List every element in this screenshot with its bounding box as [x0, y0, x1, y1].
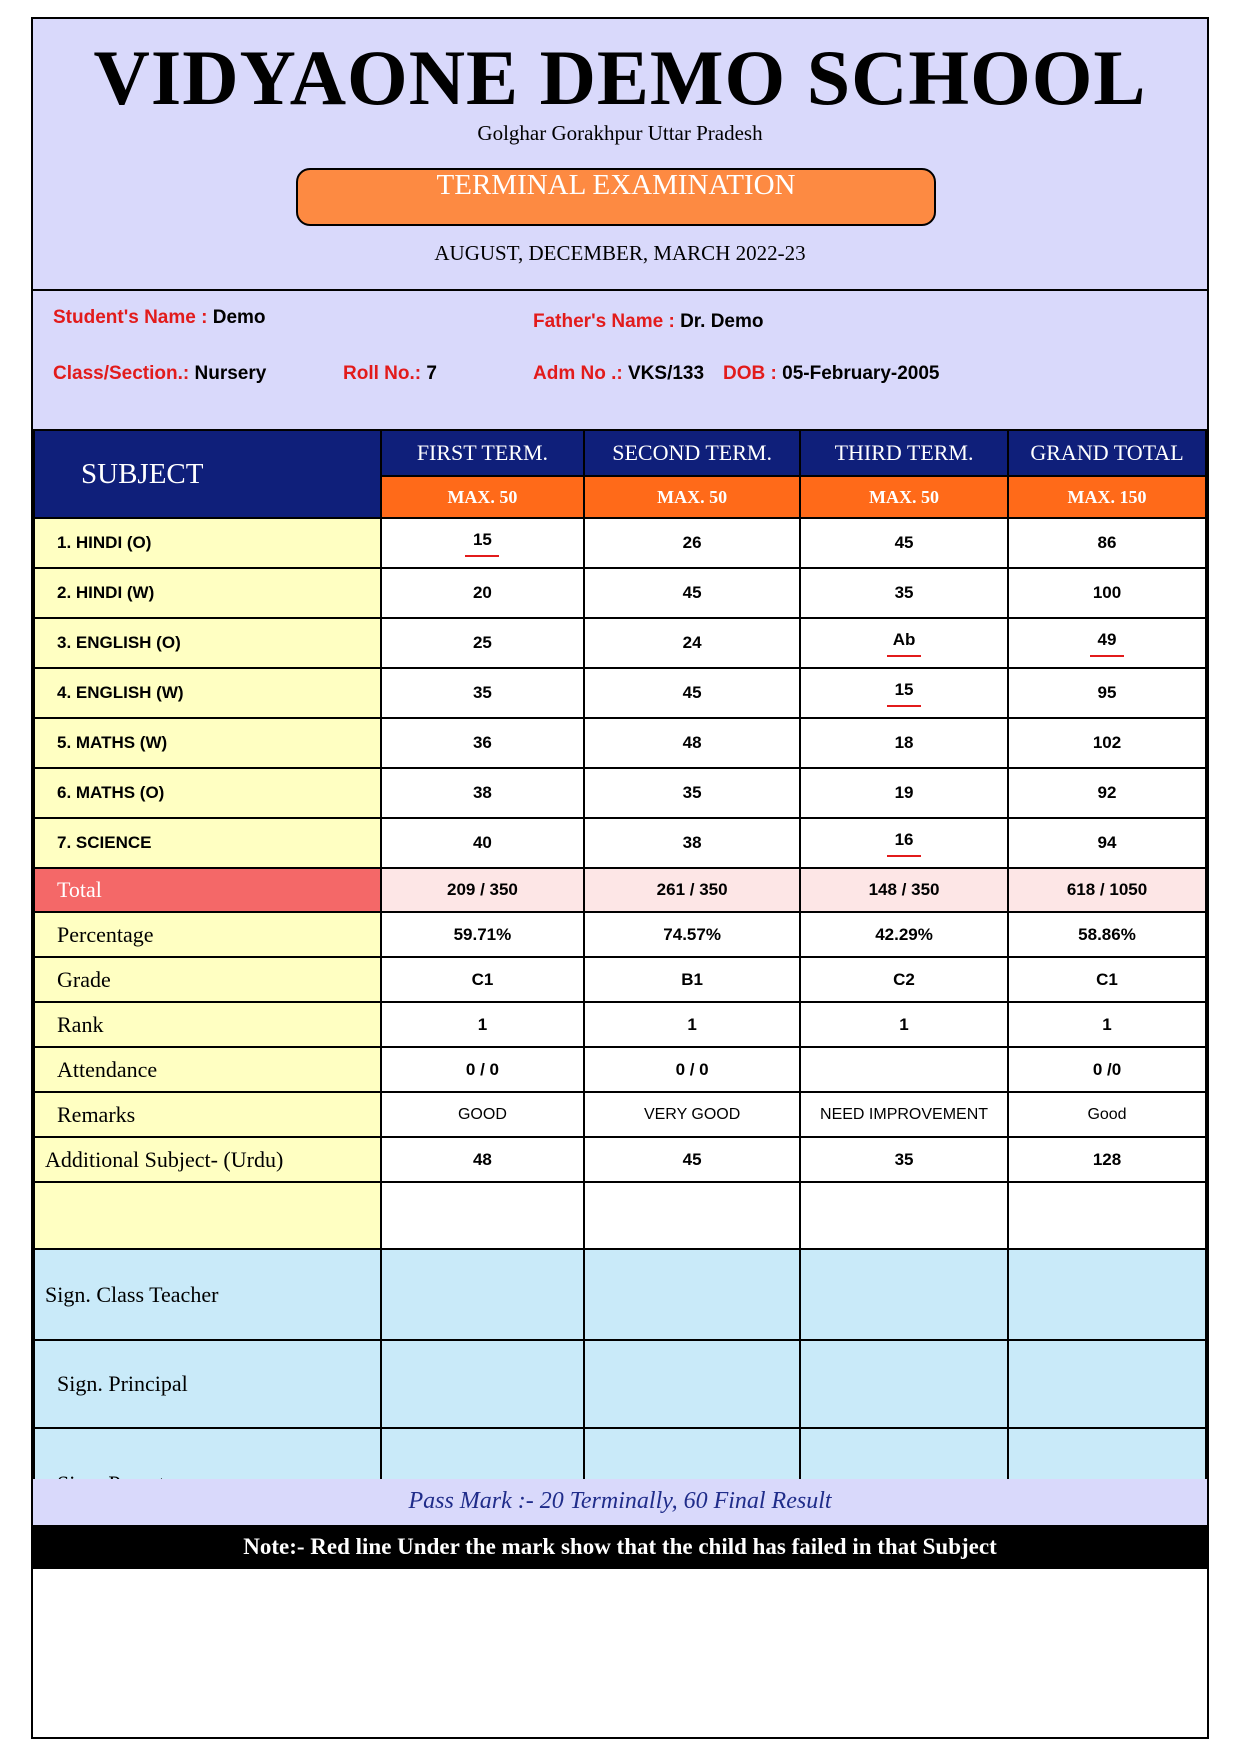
red-line-note: Note:- Red line Under the mark show that the child has failed in that Subject [33, 1525, 1207, 1569]
attendance-label: Attendance [34, 1047, 381, 1092]
table-row [34, 518, 1206, 568]
mark-cell: 36 [381, 718, 585, 768]
additional-subject-label: Additional Subject- (Urdu) [34, 1137, 381, 1182]
mark-cell: 35 [381, 668, 585, 718]
empty-label-cell [34, 1182, 381, 1249]
total-cell: 261 / 350 [584, 868, 800, 912]
grade-cell: B1 [584, 957, 800, 1002]
percentage-row [34, 912, 1206, 957]
additional-cell: 128 [1008, 1137, 1206, 1182]
term-header-2: SECOND TERM. [584, 430, 800, 476]
remarks-label: Remarks [34, 1092, 381, 1137]
roll-label: Roll No.: [343, 363, 422, 384]
mark-cell: 35 [800, 568, 1008, 618]
sign-cell [584, 1340, 800, 1428]
school-name: VIDYAONE DEMO SCHOOL [93, 34, 1147, 121]
empty-cell [381, 1182, 585, 1249]
dob-sep: : [765, 363, 783, 384]
mark-cell [800, 668, 1008, 718]
grade-label: Grade [34, 957, 381, 1002]
mark-cell: 18 [800, 718, 1008, 768]
father-name [533, 311, 764, 333]
class-section [53, 363, 266, 385]
subject-name: 3. ENGLISH (O) [34, 618, 381, 668]
class-label: Class/Section.: [53, 363, 190, 384]
remarks-row [34, 1092, 1206, 1137]
subject-name: 4. ENGLISH (W) [34, 668, 381, 718]
sign-cell [1008, 1249, 1206, 1340]
student-info [33, 291, 1207, 431]
subject-name: 2. HINDI (W) [34, 568, 381, 618]
table-row [34, 668, 1206, 718]
mark-cell: 45 [584, 668, 800, 718]
mark-cell [800, 818, 1008, 868]
student-name [53, 307, 266, 329]
mark-cell: 48 [584, 718, 800, 768]
mark-cell: 38 [584, 818, 800, 868]
sign-principal-label: Sign. Principal [34, 1340, 381, 1428]
max-marks-3: MAX. 50 [800, 476, 1008, 518]
failed-mark: Ab [887, 630, 921, 657]
term-header-3: THIRD TERM. [800, 430, 1008, 476]
grade-cell: C1 [381, 957, 585, 1002]
subject-header: SUBJECT [34, 430, 381, 518]
empty-cell [584, 1182, 800, 1249]
percentage-cell: 59.71% [381, 912, 585, 957]
mark-cell: 100 [1008, 568, 1206, 618]
attendance-cell [800, 1047, 1008, 1092]
remark-cell: GOOD [381, 1092, 585, 1137]
school-header [33, 19, 1207, 291]
rank-row [34, 1002, 1206, 1047]
rank-cell: 1 [1008, 1002, 1206, 1047]
failed-mark: 15 [465, 530, 499, 557]
total-label: Total [34, 868, 381, 912]
mark-cell [800, 618, 1008, 668]
mark-cell: 95 [1008, 668, 1206, 718]
max-marks-1: MAX. 50 [381, 476, 585, 518]
student-name-sep: : [195, 307, 213, 328]
sign-class-teacher-row [34, 1249, 1206, 1340]
report-card [31, 17, 1209, 1739]
mark-cell: 35 [584, 768, 800, 818]
grade-cell: C1 [1008, 957, 1206, 1002]
father-name-value: Dr. Demo [680, 311, 764, 332]
sign-cell [800, 1249, 1008, 1340]
student-name-label: Student's Name [53, 307, 196, 328]
total-cell: 618 / 1050 [1008, 868, 1206, 912]
pass-mark-note: Pass Mark :- 20 Terminally, 60 Final Result [33, 1479, 1207, 1525]
remark-cell: VERY GOOD [584, 1092, 800, 1137]
empty-row [34, 1182, 1206, 1249]
mark-cell: 26 [584, 518, 800, 568]
class-value: Nursery [189, 363, 267, 384]
roll-value: 7 [421, 363, 437, 384]
attendance-cell: 0 / 0 [584, 1047, 800, 1092]
table-row [34, 568, 1206, 618]
failed-mark: 49 [1090, 630, 1124, 657]
dob [723, 363, 940, 385]
empty-cell [1008, 1182, 1206, 1249]
mark-cell: 45 [584, 568, 800, 618]
roll-no [343, 363, 437, 385]
sign-principal-row [34, 1340, 1206, 1428]
sign-class-teacher-label: Sign. Class Teacher [34, 1249, 381, 1340]
table-row [34, 818, 1206, 868]
remark-cell: Good [1008, 1092, 1206, 1137]
student-name-value: Demo [212, 307, 266, 328]
total-row [34, 868, 1206, 912]
exam-session: AUGUST, DECEMBER, MARCH 2022-23 [434, 241, 806, 265]
mark-cell: 94 [1008, 818, 1206, 868]
remark-cell: NEED IMPROVEMENT [800, 1092, 1008, 1137]
attendance-cell: 0 /0 [1008, 1047, 1206, 1092]
sign-cell [381, 1249, 585, 1340]
additional-cell: 48 [381, 1137, 585, 1182]
dob-value: 05-February-2005 [782, 363, 940, 384]
mark-cell: 40 [381, 818, 585, 868]
failed-mark: 15 [887, 680, 921, 707]
mark-cell: 20 [381, 568, 585, 618]
total-cell: 209 / 350 [381, 868, 585, 912]
mark-cell: 102 [1008, 718, 1206, 768]
grade-cell: C2 [800, 957, 1008, 1002]
additional-cell: 45 [584, 1137, 800, 1182]
mark-cell [1008, 618, 1206, 668]
table-row [34, 618, 1206, 668]
grand-total-header: GRAND TOTAL [1008, 430, 1206, 476]
father-name-label: Father's Name [533, 311, 664, 332]
grade-row [34, 957, 1206, 1002]
max-marks-2: MAX. 50 [584, 476, 800, 518]
table-row [34, 718, 1206, 768]
percentage-cell: 58.86% [1008, 912, 1206, 957]
school-address: Golghar Gorakhpur Uttar Pradesh [477, 121, 763, 145]
term-header-1: FIRST TERM. [381, 430, 585, 476]
rank-cell: 1 [381, 1002, 585, 1047]
subject-name: 7. SCIENCE [34, 818, 381, 868]
adm-value: VKS/133 [622, 363, 705, 384]
adm-no [533, 363, 704, 385]
marks-table [33, 429, 1207, 1517]
mark-cell: 25 [381, 618, 585, 668]
mark-cell: 24 [584, 618, 800, 668]
subject-name: 6. MATHS (O) [34, 768, 381, 818]
percentage-label: Percentage [34, 912, 381, 957]
sign-cell [1008, 1340, 1206, 1428]
attendance-row [34, 1047, 1206, 1092]
percentage-cell: 42.29% [800, 912, 1008, 957]
attendance-cell: 0 / 0 [381, 1047, 585, 1092]
father-name-sep: : [663, 311, 681, 332]
rank-cell: 1 [584, 1002, 800, 1047]
subject-name: 5. MATHS (W) [34, 718, 381, 768]
empty-cell [800, 1182, 1008, 1249]
mark-cell: 45 [800, 518, 1008, 568]
sign-cell [800, 1340, 1008, 1428]
total-cell: 148 / 350 [800, 868, 1008, 912]
mark-cell [381, 518, 585, 568]
failed-mark: 16 [887, 830, 921, 857]
mark-cell: 92 [1008, 768, 1206, 818]
rank-cell: 1 [800, 1002, 1008, 1047]
mark-cell: 38 [381, 768, 585, 818]
sign-cell [584, 1249, 800, 1340]
table-row [34, 768, 1206, 818]
rank-label: Rank [34, 1002, 381, 1047]
additional-cell: 35 [800, 1137, 1008, 1182]
mark-cell: 19 [800, 768, 1008, 818]
max-marks-total: MAX. 150 [1008, 476, 1206, 518]
adm-label: Adm No .: [533, 363, 623, 384]
percentage-cell: 74.57% [584, 912, 800, 957]
subject-name: 1. HINDI (O) [34, 518, 381, 568]
additional-subject-row [34, 1137, 1206, 1182]
dob-label: DOB [723, 363, 766, 384]
exam-title: TERMINAL EXAMINATION [296, 168, 936, 226]
sign-cell [381, 1340, 585, 1428]
mark-cell: 86 [1008, 518, 1206, 568]
